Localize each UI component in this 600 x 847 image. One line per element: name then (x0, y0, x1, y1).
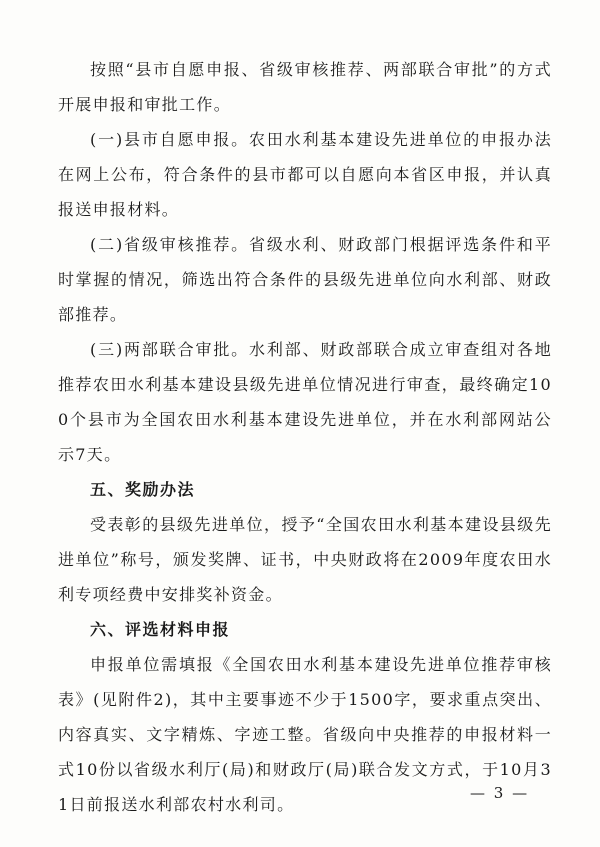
paragraph-joint-approval: (三)两部联合审批。水利部、财政部联合成立审查组对各地推荐农田水利基本建设县级先进单位情况进行审查，最终确定100个县市为全国农田水利基本建设先进单位，并在水利部网站公示7天。 (58, 340, 552, 464)
paragraph-materials: 申报单位需填报《全国农田水利基本建设先进单位推荐审核表》(见附件2)，其中主要事迹不少于1500字，要求重点突出、内容真实、文字精炼、字迹工整。省级向中央推荐的申报材料一式10份以省级水利厅(局)和财政厅(局)联合发文方式，于10月31日前报送水利部农村水利司。 (58, 655, 552, 814)
paragraph-application-method: 按照“县市自愿申报、省级审核推荐、两部联合审批”的方式开展申报和审批工作。 (58, 60, 552, 114)
document-body (58, 52, 552, 822)
section-heading-materials: 六、评选材料申报 (90, 620, 231, 639)
paragraph-county-self-application: (一)县市自愿申报。农田水利基本建设先进单位的申报办法在网上公布，符合条件的县市都可以自愿向本省区申报，并认真报送申报材料。 (58, 130, 552, 219)
section-heading-rewards: 五、奖励办法 (90, 480, 196, 499)
paragraph-provincial-review: (二)省级审核推荐。省级水利、财政部门根据评选条件和平时掌握的情况，筛选出符合条件的县级先进单位向水利部、财政部推荐。 (58, 235, 552, 324)
paragraph-rewards: 受表彰的县级先进单位，授予“全国农田水利基本建设县级先进单位”称号，颁发奖牌、证书，中央财政将在2009年度农田水利专项经费中安排奖补资金。 (58, 515, 552, 604)
page-number: — 3 — (470, 784, 530, 802)
